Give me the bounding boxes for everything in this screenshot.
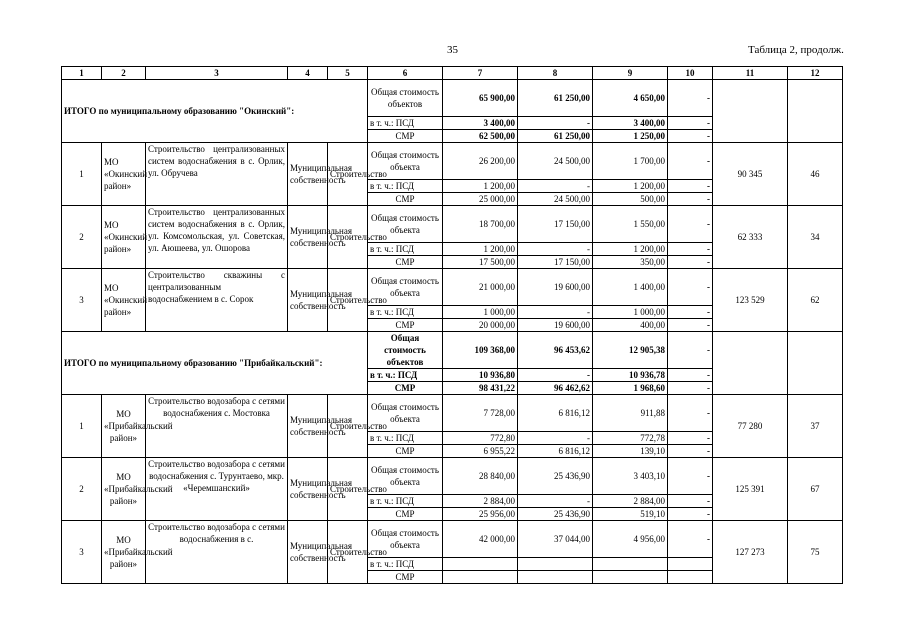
value-col7: 28 840,00 [443, 458, 518, 495]
value-col10: - [668, 508, 713, 521]
value-col8: - [518, 369, 593, 382]
value-col9: 772,78 [593, 432, 668, 445]
value-col8 [518, 558, 593, 571]
value-col7 [443, 558, 518, 571]
cost-type-cell: Общая стоимость объекта [368, 143, 443, 180]
value-col7: 98 431,22 [443, 382, 518, 395]
value-col8: - [518, 117, 593, 130]
value-col9: 1 200,00 [593, 180, 668, 193]
value-col9: 1 968,60 [593, 382, 668, 395]
municipality-cell: МО «Прибайкальский район» [102, 521, 146, 584]
value-col10: - [668, 521, 713, 558]
value-col9: 1 250,00 [593, 130, 668, 143]
column-header: 7 [443, 67, 518, 80]
cost-type-cell: в т. ч.: ПСД [368, 117, 443, 130]
cost-type-cell: в т. ч.: ПСД [368, 369, 443, 382]
cost-type-cell: в т. ч.: ПСД [368, 306, 443, 319]
value-col11: 62 333 [713, 206, 788, 269]
value-col10: - [668, 445, 713, 458]
value-col11 [713, 80, 788, 143]
total-label: ИТОГО по муниципальному образованию "Окинский": [62, 80, 368, 143]
row-number: 1 [62, 143, 102, 206]
total-row [62, 80, 843, 117]
total-label: ИТОГО по муниципальному образованию "Прибайкальский": [62, 332, 368, 395]
value-col10: - [668, 143, 713, 180]
value-col10: - [668, 256, 713, 269]
value-col9: 400,00 [593, 319, 668, 332]
value-col10: - [668, 243, 713, 256]
value-col8: 96 462,62 [518, 382, 593, 395]
table-caption: Таблица 2, продолж. [748, 44, 844, 56]
value-col9: 1 200,00 [593, 243, 668, 256]
value-col7: 2 884,00 [443, 495, 518, 508]
value-col7: 25 956,00 [443, 508, 518, 521]
value-col7: 6 955,22 [443, 445, 518, 458]
cost-type-cell: СМР [368, 193, 443, 206]
value-col9: 3 400,00 [593, 117, 668, 130]
project-name-cell: Строительство водозабора с сетями водоснабжения в с. [146, 521, 288, 584]
municipality-cell: МО «Прибайкальский район» [102, 458, 146, 521]
cost-type-cell: в т. ч.: ПСД [368, 432, 443, 445]
value-col9: 4 956,00 [593, 521, 668, 558]
value-col7: 26 200,00 [443, 143, 518, 180]
row-number: 1 [62, 395, 102, 458]
table-row [62, 206, 843, 243]
cost-type-cell: Общая стоимость объекта [368, 458, 443, 495]
value-col9: 1 000,00 [593, 306, 668, 319]
column-header: 11 [713, 67, 788, 80]
row-number: 3 [62, 521, 102, 584]
value-col10: - [668, 382, 713, 395]
value-col8: 37 044,00 [518, 521, 593, 558]
value-col9: 3 403,10 [593, 458, 668, 495]
value-col7: 62 500,00 [443, 130, 518, 143]
value-col9: 139,10 [593, 445, 668, 458]
row-number: 3 [62, 269, 102, 332]
ownership-cell: Муниципальная собственность [288, 521, 328, 584]
column-header-row [62, 67, 843, 80]
value-col8: 24 500,00 [518, 143, 593, 180]
value-col8 [518, 571, 593, 584]
value-col8: - [518, 306, 593, 319]
value-col7: 772,80 [443, 432, 518, 445]
value-col7: 109 368,00 [443, 332, 518, 369]
value-col10 [668, 558, 713, 571]
value-col7: 42 000,00 [443, 521, 518, 558]
value-col9: 500,00 [593, 193, 668, 206]
value-col9: 350,00 [593, 256, 668, 269]
value-col12: 37 [788, 395, 843, 458]
work-type-cell: Строительство [328, 521, 368, 584]
value-col8: 61 250,00 [518, 130, 593, 143]
value-col8: - [518, 243, 593, 256]
column-header: 2 [102, 67, 146, 80]
ownership-cell: Муниципальная собственность [288, 143, 328, 206]
project-name-cell: Строительство водозабора с сетями водоснабжения с. Турунтаево, мкр. «Черемшанский» [146, 458, 288, 521]
cost-type-cell: в т. ч.: ПСД [368, 558, 443, 571]
value-col7: 65 900,00 [443, 80, 518, 117]
value-col8: 19 600,00 [518, 319, 593, 332]
value-col10: - [668, 80, 713, 117]
value-col10: - [668, 332, 713, 369]
page-number: 35 [447, 44, 458, 56]
value-col10: - [668, 369, 713, 382]
value-col8: 25 436,90 [518, 458, 593, 495]
cost-type-cell: СМР [368, 256, 443, 269]
value-col11 [713, 332, 788, 395]
value-col9: 519,10 [593, 508, 668, 521]
column-header: 5 [328, 67, 368, 80]
value-col9: 10 936,78 [593, 369, 668, 382]
value-col8: 25 436,90 [518, 508, 593, 521]
value-col9: 1 700,00 [593, 143, 668, 180]
cost-type-cell: СМР [368, 508, 443, 521]
value-col10: - [668, 117, 713, 130]
value-col8: 61 250,00 [518, 80, 593, 117]
value-col7 [443, 571, 518, 584]
value-col8: - [518, 180, 593, 193]
table-row [62, 521, 843, 558]
value-col8: - [518, 432, 593, 445]
value-col8: - [518, 495, 593, 508]
cost-type-cell: в т. ч.: ПСД [368, 180, 443, 193]
project-name-cell: Строительство централизованных систем водоснабжения в с. Орлик, ул. Комсомольская, ул. Советская, ул. Аюшеева, ул. Ошорова [146, 206, 288, 269]
project-name-cell: Строительство водозабора с сетями водоснабжения с. Мостовка [146, 395, 288, 458]
cost-type-cell: СМР [368, 319, 443, 332]
table-row [62, 458, 843, 495]
work-type-cell: Строительство [328, 458, 368, 521]
value-col7: 21 000,00 [443, 269, 518, 306]
work-type-cell: Строительство [328, 395, 368, 458]
column-header: 12 [788, 67, 843, 80]
cost-type-cell: в т. ч.: ПСД [368, 243, 443, 256]
value-col9: 1 400,00 [593, 269, 668, 306]
value-col8: 17 150,00 [518, 256, 593, 269]
value-col11: 125 391 [713, 458, 788, 521]
value-col8: 96 453,62 [518, 332, 593, 369]
value-col12: 46 [788, 143, 843, 206]
project-name-cell: Строительство скважины с централизованным водоснабжением в с. Сорок [146, 269, 288, 332]
table-row [62, 143, 843, 180]
value-col10: - [668, 180, 713, 193]
work-type-cell: Строительство [328, 143, 368, 206]
value-col9 [593, 571, 668, 584]
value-col9: 12 905,38 [593, 332, 668, 369]
column-header: 10 [668, 67, 713, 80]
cost-type-cell: СМР [368, 382, 443, 395]
cost-type-cell: Общая стоимость объекта [368, 269, 443, 306]
value-col11: 90 345 [713, 143, 788, 206]
value-col10 [668, 571, 713, 584]
value-col10: - [668, 306, 713, 319]
cost-type-cell: СМР [368, 445, 443, 458]
cost-type-cell: в т. ч.: ПСД [368, 495, 443, 508]
cost-type-cell: СМР [368, 571, 443, 584]
column-header: 6 [368, 67, 443, 80]
value-col9: 4 650,00 [593, 80, 668, 117]
value-col10: - [668, 395, 713, 432]
value-col10: - [668, 269, 713, 306]
column-header: 4 [288, 67, 328, 80]
value-col8: 6 816,12 [518, 395, 593, 432]
value-col12 [788, 332, 843, 395]
municipality-cell: МО «Окинский район» [102, 206, 146, 269]
cost-type-cell: СМР [368, 130, 443, 143]
municipality-cell: МО «Окинский район» [102, 269, 146, 332]
total-row [62, 332, 843, 369]
table-body [62, 67, 843, 584]
value-col7: 1 000,00 [443, 306, 518, 319]
work-type-cell: Строительство [328, 206, 368, 269]
value-col10: - [668, 458, 713, 495]
column-header: 9 [593, 67, 668, 80]
value-col7: 17 500,00 [443, 256, 518, 269]
value-col10: - [668, 432, 713, 445]
value-col7: 25 000,00 [443, 193, 518, 206]
value-col11: 77 280 [713, 395, 788, 458]
table-row [62, 395, 843, 432]
value-col12: 62 [788, 269, 843, 332]
value-col12: 67 [788, 458, 843, 521]
value-col12: 75 [788, 521, 843, 584]
value-col7: 10 936,80 [443, 369, 518, 382]
value-col9: 2 884,00 [593, 495, 668, 508]
value-col10: - [668, 495, 713, 508]
column-header: 8 [518, 67, 593, 80]
row-number: 2 [62, 458, 102, 521]
project-name-cell: Строительство централизованных систем водоснабжения в с. Орлик, ул. Обручева [146, 143, 288, 206]
value-col9 [593, 558, 668, 571]
value-col11: 127 273 [713, 521, 788, 584]
value-col12 [788, 80, 843, 143]
cost-type-cell: Общая стоимость объекта [368, 395, 443, 432]
ownership-cell: Муниципальная собственность [288, 269, 328, 332]
value-col10: - [668, 319, 713, 332]
value-col7: 20 000,00 [443, 319, 518, 332]
value-col10: - [668, 130, 713, 143]
value-col10: - [668, 193, 713, 206]
row-number: 2 [62, 206, 102, 269]
value-col12: 34 [788, 206, 843, 269]
cost-type-cell: Общая стоимость объекта [368, 521, 443, 558]
value-col9: 1 550,00 [593, 206, 668, 243]
cost-type-cell: Общая стоимость объектов [368, 80, 443, 117]
value-col8: 6 816,12 [518, 445, 593, 458]
column-header: 3 [146, 67, 288, 80]
value-col7: 18 700,00 [443, 206, 518, 243]
value-col8: 19 600,00 [518, 269, 593, 306]
ownership-cell: Муниципальная собственность [288, 206, 328, 269]
table-row [62, 269, 843, 306]
ownership-cell: Муниципальная собственность [288, 395, 328, 458]
value-col8: 17 150,00 [518, 206, 593, 243]
budget-table-container [61, 66, 842, 582]
value-col8: 24 500,00 [518, 193, 593, 206]
column-header: 1 [62, 67, 102, 80]
municipality-cell: МО «Окинский район» [102, 143, 146, 206]
ownership-cell: Муниципальная собственность [288, 458, 328, 521]
budget-table [61, 66, 843, 584]
work-type-cell: Строительство [328, 269, 368, 332]
value-col7: 1 200,00 [443, 243, 518, 256]
municipality-cell: МО «Прибайкальский район» [102, 395, 146, 458]
value-col7: 3 400,00 [443, 117, 518, 130]
value-col9: 911,88 [593, 395, 668, 432]
cost-type-cell: Общая стоимость объектов [368, 332, 443, 369]
value-col11: 123 529 [713, 269, 788, 332]
value-col10: - [668, 206, 713, 243]
value-col7: 1 200,00 [443, 180, 518, 193]
value-col7: 7 728,00 [443, 395, 518, 432]
cost-type-cell: Общая стоимость объекта [368, 206, 443, 243]
